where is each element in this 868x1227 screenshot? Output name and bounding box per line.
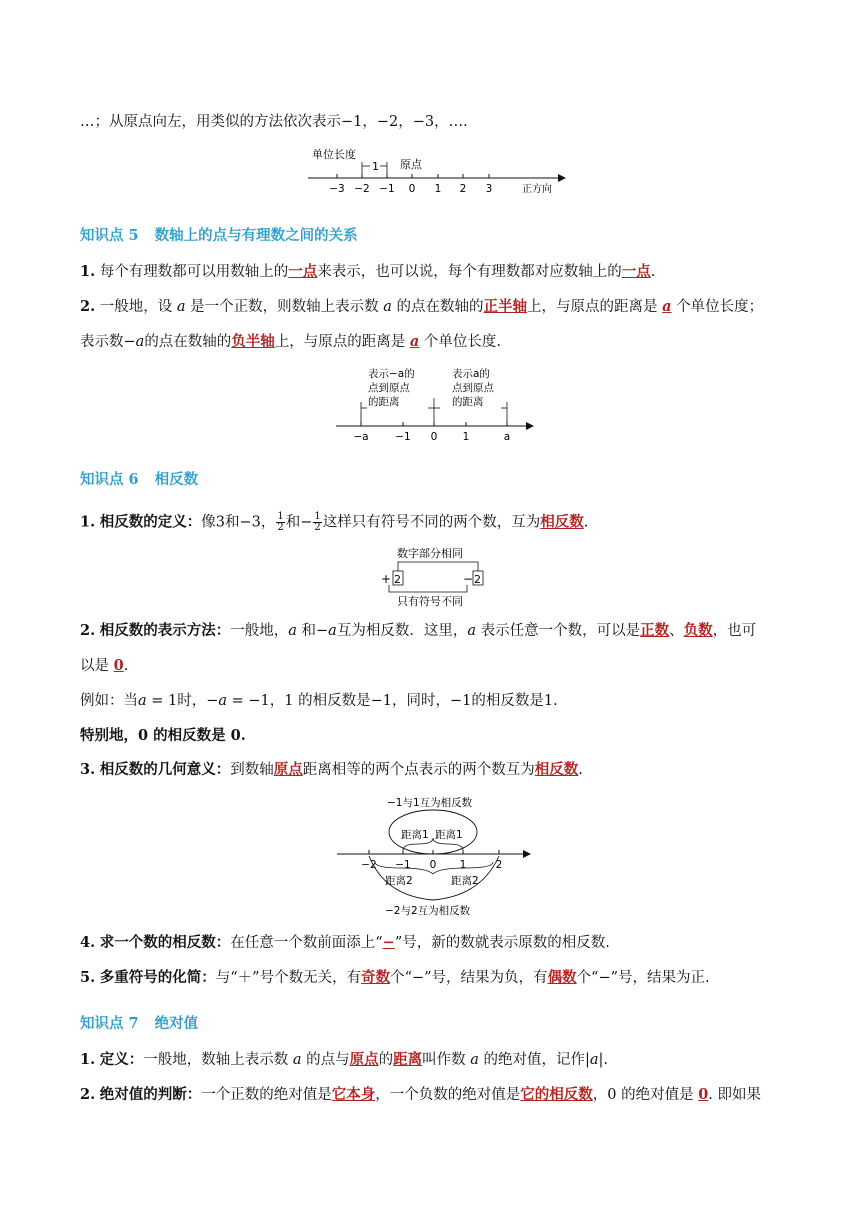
number-line-figure-1 bbox=[300, 146, 570, 198]
tick-label: 2 bbox=[495, 859, 503, 871]
answer: 0 bbox=[113, 657, 124, 674]
sec6-example: 例如：当𝑎 = 1时，−𝑎 = −1，1 的相反数是−1，同时，−1的相反数是1. bbox=[80, 693, 558, 709]
answer: 原点 bbox=[273, 761, 303, 778]
answer: 它的相反数 bbox=[520, 1086, 593, 1103]
direction-label: 正方向 bbox=[522, 184, 552, 195]
tick-label: −a bbox=[353, 431, 369, 443]
sec7-item-2: 2. 绝对值的判断：一个正数的绝对值是它本身，一个负数的绝对值是它的相反数，0 的绝对值是 0. 即如果 bbox=[80, 1086, 762, 1103]
svg-text:距离1: 距离1 bbox=[435, 829, 463, 841]
tick-label: 1 bbox=[459, 859, 467, 871]
unit-length-label: 单位长度 bbox=[312, 148, 356, 161]
answer: 负数 bbox=[683, 622, 713, 639]
sec6-item-4: 4. 求一个数的相反数：在任意一个数前面添上“−”号，新的数就表示原数的相反数. bbox=[80, 934, 610, 951]
sec6-item-3: 3. 相反数的几何意义：到数轴原点距离相等的两个点表示的两个数互为相反数. bbox=[80, 761, 583, 778]
sec6-item-2-cont: 以是 0. bbox=[80, 657, 129, 674]
svg-text:距离2: 距离2 bbox=[451, 875, 479, 887]
section-7-heading: 知识点 7 绝对值 bbox=[80, 1015, 199, 1032]
tick-label: 2 bbox=[459, 183, 467, 195]
answer: 负半轴 bbox=[231, 333, 275, 350]
answer: 相反数 bbox=[540, 513, 584, 531]
answer: 偶数 bbox=[547, 969, 577, 986]
origin-label: 原点 bbox=[400, 158, 422, 171]
section-6-heading: 知识点 6 相反数 bbox=[80, 471, 199, 488]
tick-label: −2 bbox=[361, 859, 377, 871]
svg-text:−1与1互为相反数: −1与1互为相反数 bbox=[387, 797, 473, 809]
svg-text:的距离: 的距离 bbox=[452, 396, 484, 408]
answer: 原点 bbox=[349, 1051, 379, 1068]
svg-text:表示−a的: 表示−a的 bbox=[368, 368, 415, 380]
answer: 一点 bbox=[288, 263, 318, 280]
answer: 相反数 bbox=[534, 761, 579, 778]
tick-label: 1 bbox=[462, 431, 470, 443]
svg-text:距离1: 距离1 bbox=[401, 829, 429, 841]
answer: 正半轴 bbox=[483, 298, 527, 315]
sec6-item-5: 5. 多重符号的化简：与“＋”号个数无关，有奇数个“−”号，结果为负，有偶数个“−”号，结果为正. bbox=[80, 969, 710, 986]
tick-label: −1 bbox=[395, 431, 411, 443]
tick-label: −1 bbox=[379, 183, 395, 195]
answer: a bbox=[409, 333, 420, 350]
sec6-item-1: 1. 相反数的定义：像3和−3， $\frac{1}{2}$ 和− $\frac{1}{2}$ 这样只有符号不同的两个数，互为相反数. bbox=[80, 511, 589, 533]
answer: 一点 bbox=[621, 263, 651, 280]
tick-label: −1 bbox=[395, 859, 411, 871]
answer: 奇数 bbox=[361, 969, 391, 986]
opposite-number-line-figure bbox=[335, 792, 535, 922]
intro-text: …；从原点向左，用类似的方法依次表示−1，−2，−3，…. bbox=[80, 114, 468, 130]
tick-label: 3 bbox=[485, 183, 493, 195]
svg-text:点到原点: 点到原点 bbox=[452, 382, 494, 394]
tick-label: 0 bbox=[430, 431, 438, 443]
opposite-number-diagram bbox=[375, 545, 495, 611]
sec7-item-1: 1. 定义：一般地，数轴上表示数 a 的点与原点的距离叫作数 a 的绝对值，记作|a|. bbox=[80, 1051, 609, 1068]
svg-text:2: 2 bbox=[474, 573, 481, 586]
svg-text:的距离: 的距离 bbox=[368, 396, 400, 408]
unit-value-label: 1 bbox=[372, 160, 379, 173]
section-5-heading: 知识点 5 数轴上的点与有理数之间的关系 bbox=[80, 227, 358, 244]
number-line-figure-2 bbox=[330, 362, 540, 446]
svg-text:距离2: 距离2 bbox=[385, 875, 413, 887]
svg-text:只有符号不同: 只有符号不同 bbox=[397, 595, 463, 608]
answer: 它本身 bbox=[331, 1086, 376, 1103]
svg-text:表示a的: 表示a的 bbox=[452, 368, 490, 380]
sec5-item-1: 1. 每个有理数都可以用数轴上的一点来表示，也可以说，每个有理数都对应数轴上的一点. bbox=[80, 263, 656, 280]
svg-text:点到原点: 点到原点 bbox=[368, 382, 410, 394]
sec5-item-2: 2. 一般地，设 a 是一个正数，则数轴上表示数 a 的点在数轴的正半轴上，与原点的距离是 a 个单位长度； bbox=[80, 298, 764, 315]
svg-text:数字部分相同: 数字部分相同 bbox=[397, 547, 463, 560]
answer: 正数 bbox=[640, 622, 670, 639]
tick-label: 0 bbox=[408, 183, 416, 195]
tick-label: 1 bbox=[434, 183, 442, 195]
sec5-item-2-cont: 表示数−a的点在数轴的负半轴上，与原点的距离是 a 个单位长度. bbox=[80, 333, 502, 350]
svg-text:2: 2 bbox=[394, 573, 401, 586]
answer: − bbox=[382, 934, 395, 951]
answer: 0 bbox=[698, 1086, 709, 1103]
tick-label: a bbox=[503, 431, 511, 443]
sec6-special: 特别地，0 的相反数是 0. bbox=[80, 727, 246, 744]
svg-text:+: + bbox=[381, 572, 392, 586]
answer: 距离 bbox=[393, 1051, 423, 1068]
sec6-item-2: 2. 相反数的表示方法：一般地，a 和−a互为相反数．这里，a 表示任意一个数，可以是正数、负数，也可 bbox=[80, 622, 757, 639]
tick-label: −2 bbox=[354, 183, 370, 195]
tick-label: −3 bbox=[329, 183, 345, 195]
answer: a bbox=[662, 298, 672, 315]
svg-text:−2与2互为相反数: −2与2互为相反数 bbox=[385, 905, 471, 917]
svg-text:−: − bbox=[463, 572, 474, 586]
tick-label: 0 bbox=[429, 859, 437, 871]
